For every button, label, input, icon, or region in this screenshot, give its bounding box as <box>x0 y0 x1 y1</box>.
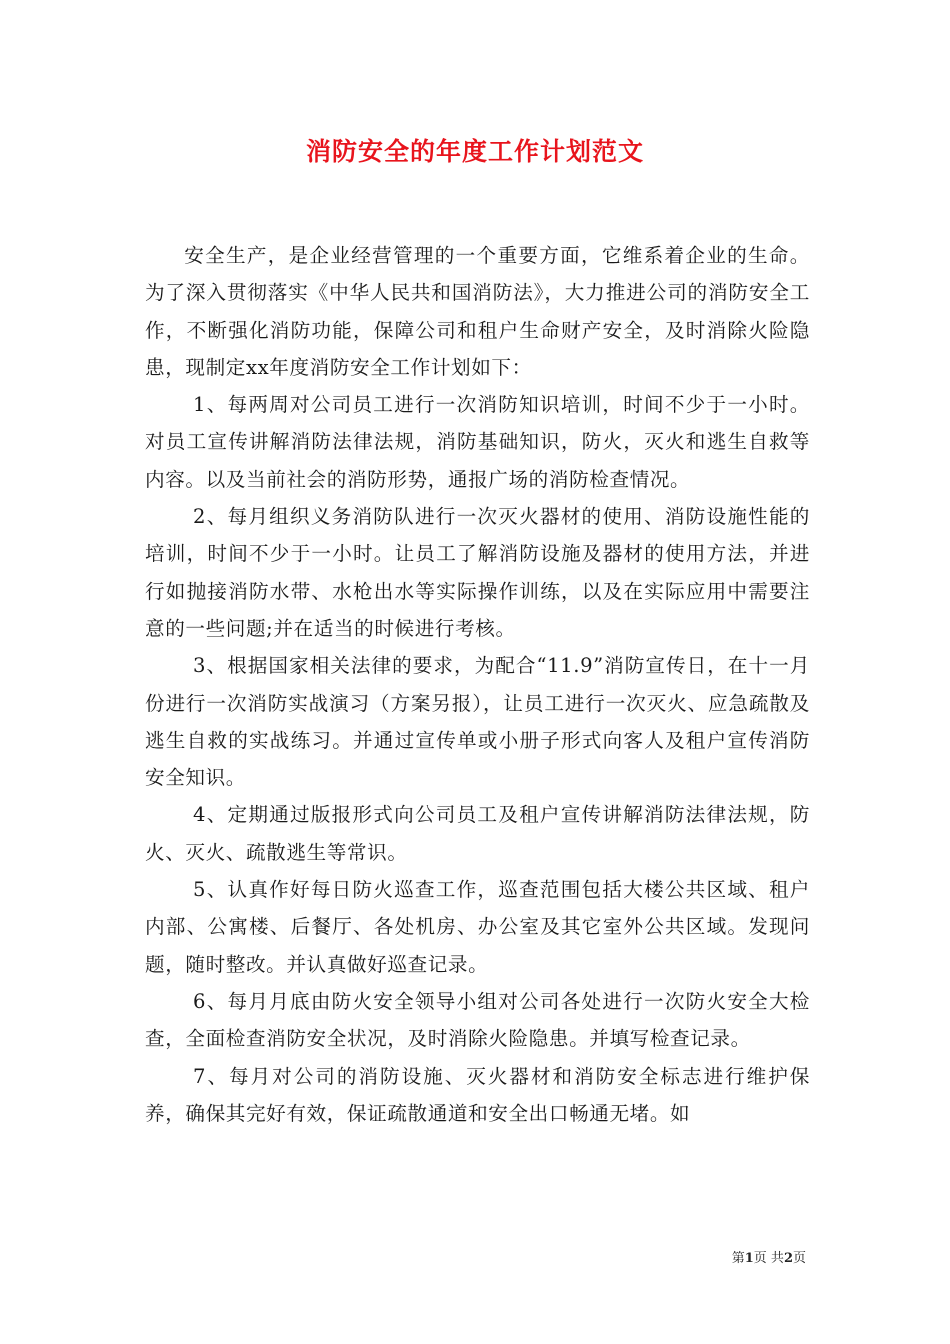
footer-suffix: 页 <box>792 1251 806 1266</box>
document-title: 消防安全的年度工作计划范文 <box>305 137 644 166</box>
footer-current-page: 1 <box>744 1251 754 1266</box>
paragraph-item-7: 7、每月对公司的消防设施、灭火器材和消防安全标志进行维护保养，确保其完好有效，保证疏散通道和安全出口畅通无堵。如 <box>145 1064 810 1125</box>
paragraph-item-1: 1、每两周对公司员工进行一次消防知识培训，时间不少于一小时。对员工宣传讲解消防法律法规，消防基础知识，防火，灭火和逃生自救等内容。以及当前社会的消防形势，通报广场的消防检查情况。 <box>145 393 810 491</box>
paragraph-item-4: 4、定期通过版报形式向公司员工及租户宣传讲解消防法律法规，防火、灭火、疏散逃生等常识。 <box>145 803 810 864</box>
paragraph-item-6: 6、每月月底由防火安全领导小组对公司各处进行一次防火安全大检查，全面检查消防安全状况，及时消除火险隐患。并填写检查记录。 <box>145 989 810 1051</box>
page-footer <box>732 1247 806 1266</box>
paragraph-item-5: 5、认真作好每日防火巡查工作，巡查范围包括大楼公共区域、租户内部、公寓楼、后餐厅、各处机房、办公室及其它室外公共区域。发现问题，随时整改。并认真做好巡查记录。 <box>145 878 810 976</box>
paragraph-item-3: 3、根据国家相关法律的要求，为配合“11.9”消防宣传日，在十一月份进行一次消防实战演习（方案另报），让员工进行一次灭火、应急疏散及逃生自救的实战练习。并通过宣传单或小册子形式向客人及租户宣传消防安全知识。 <box>145 654 810 790</box>
document-body <box>145 237 810 1132</box>
footer-middle: 页 共 <box>753 1251 784 1266</box>
paragraph-item-2: 2、每月组织义务消防队进行一次灭火器材的使用、消防设施性能的培训，时间不少于一小时。让员工了解消防设施及器材的使用方法，并进行如抛接消防水带、水枪出水等实际操作训练，以及在实际应用中需要注意的一些问题;并在适当的时候进行考核。 <box>145 505 810 640</box>
footer-total-pages: 2 <box>783 1251 793 1266</box>
footer-prefix: 第 <box>731 1251 745 1266</box>
paragraph-intro: 安全生产，是企业经营管理的一个重要方面，它维系着企业的生命。为了深入贯彻落实《中华人民共和国消防法》，大力推进公司的消防安全工作，不断强化消防功能，保障公司和租户生命财产安全，及时消除火险隐患，现制定xx年度消防安全工作计划如下： <box>145 244 810 379</box>
